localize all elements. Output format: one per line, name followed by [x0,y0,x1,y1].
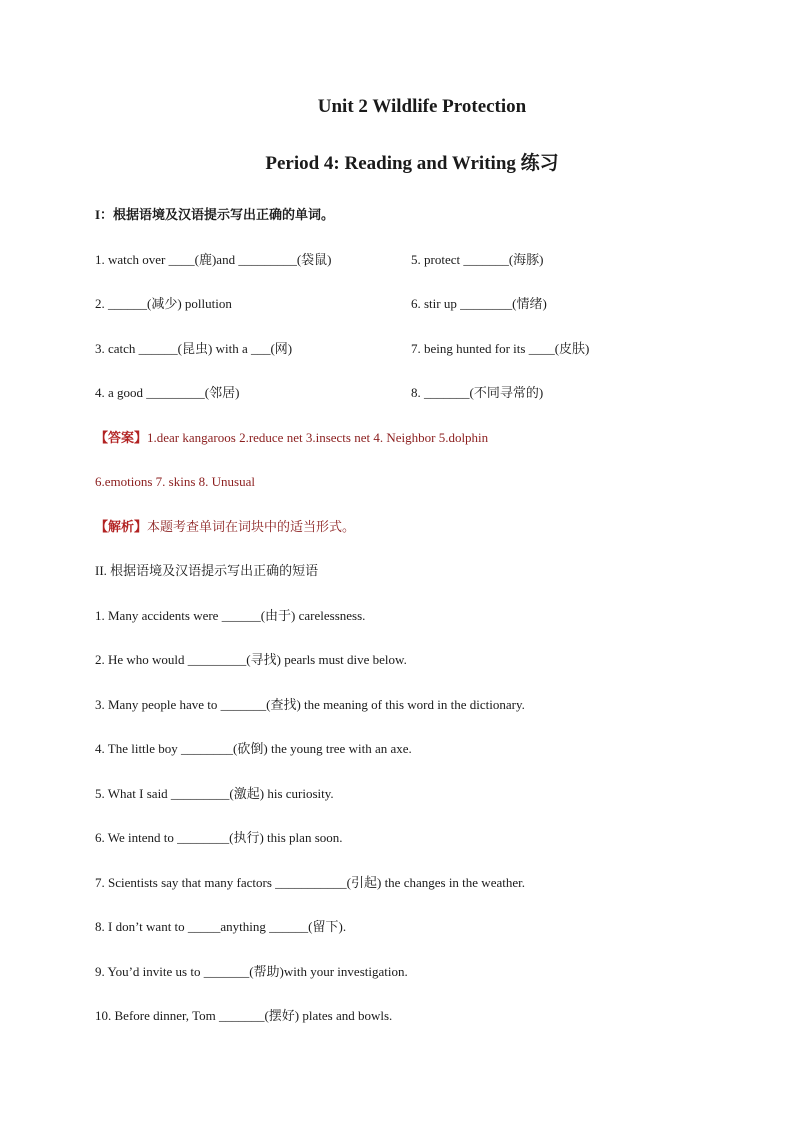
document-title: Unit 2 Wildlife Protection [317,96,527,117]
exercise-item-5: 5. protect _______(海豚) [411,252,544,267]
phrase-item-5: 5. What I said _________(激起) his curiosity. [95,786,334,801]
phrase-item-8: 8. I don’t want to _____anything ______(留下). [95,919,347,934]
analysis-tag: 【解析】 [95,519,148,534]
answer-text-1: 1.dear kangaroos 2.reduce net 3.insects net 4. Neighbor 5.dolphin [147,430,489,445]
exercise-item-3: 3. catch ______(昆虫) with a ___(网) [95,341,293,356]
exercise-item-7: 7. being hunted for its ____(皮肤) [411,341,590,356]
answer-tag: 【答案】 [95,430,148,445]
phrase-item-6: 6. We intend to ________(执行) this plan soon. [95,830,343,845]
exercise-item-6: 6. stir up ________(情绪) [411,296,547,311]
phrase-item-9: 9. You’d invite us to _______(帮助)with your investigation. [95,964,408,979]
exercise-item-4: 4. a good _________(邻居) [95,385,240,400]
analysis-text: 本题考查单词在词块中的适当形式。 [147,519,356,534]
exercise-item-2: 2. ______(减少) pollution [95,296,232,311]
phrase-item-3: 3. Many people have to _______(查找) the meaning of this word in the dictionary. [95,697,525,712]
exercise-item-1: 1. watch over ____(鹿)and _________(袋鼠) [95,252,332,267]
document-subtitle: Period 4: Reading and Writing 练习 [265,153,559,174]
section2-heading: II. 根据语境及汉语提示写出正确的短语 [95,563,319,578]
section1-heading: I：根据语境及汉语提示写出正确的单词。 [95,207,335,222]
phrase-item-2: 2. He who would _________(寻找) pearls must dive below. [95,652,407,667]
phrase-item-10: 10. Before dinner, Tom _______(摆好) plates and bowls. [95,1008,393,1023]
analysis-line [95,519,355,535]
phrase-item-7: 7. Scientists say that many factors ___________(引起) the changes in the weather. [95,875,525,890]
exercise-item-8: 8. _______(不同寻常的) [411,385,544,400]
answer-line-2: 6.emotions 7. skins 8. Unusual [95,474,255,489]
answer-line-1 [95,430,488,446]
phrase-item-4: 4. The little boy ________(砍倒) the young tree with an axe. [95,741,412,756]
phrase-item-1: 1. Many accidents were ______(由于) carelessness. [95,608,366,623]
